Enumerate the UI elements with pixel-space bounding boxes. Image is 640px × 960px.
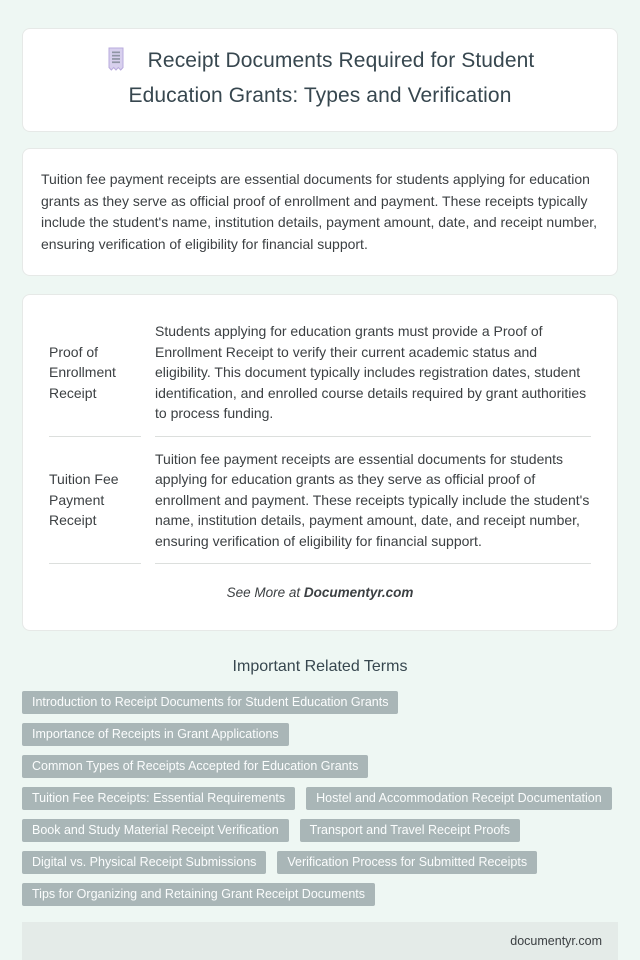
title-card — [22, 28, 618, 132]
related-terms-list — [22, 691, 618, 906]
related-term-tag[interactable]: Tuition Fee Receipts: Essential Requirements — [22, 787, 295, 810]
table-row-term: Proof of Enrollment Receipt — [49, 309, 141, 437]
related-term-tag[interactable]: Verification Process for Submitted Receipts — [277, 851, 537, 874]
definition-table — [49, 309, 591, 564]
page-title — [59, 46, 581, 111]
page-title-text: Receipt Documents Required for Student Education Grants: Types and Verification — [128, 49, 535, 107]
related-term-tag[interactable]: Importance of Receipts in Grant Applications — [22, 723, 289, 746]
definition-table-card — [22, 294, 618, 631]
footer-bar — [22, 922, 618, 960]
table-row-description: Students applying for education grants must provide a Proof of Enrollment Receipt to verify their current academic status and eligibility. This document typically includes registration dates, student identification, and enrolled course details required by grant authorities to process funding. — [155, 309, 591, 437]
intro-card — [22, 148, 618, 276]
related-term-tag[interactable]: Transport and Travel Receipt Proofs — [300, 819, 520, 842]
see-more-line — [49, 585, 591, 600]
related-terms-heading: Important Related Terms — [232, 658, 408, 675]
related-term-tag[interactable]: Digital vs. Physical Receipt Submissions — [22, 851, 266, 874]
receipt-icon — [106, 46, 126, 81]
table-row-description: Tuition fee payment receipts are essential documents for students applying for education grants as they serve as official proof of enrollment and payment. These receipts typically include the student's name, institution details, payment amount, date, and receipt number, ensuring verification of eligibility for financial support. — [155, 437, 591, 565]
related-term-tag[interactable]: Tips for Organizing and Retaining Grant Receipt Documents — [22, 883, 375, 906]
footer-site-link[interactable]: documentyr.com — [510, 934, 602, 948]
intro-paragraph: Tuition fee payment receipts are essential documents for students applying for education grants as they serve as official proof of enrollment and payment. These receipts typically include the student's name, institution details, payment amount, date, and receipt number, ensuring verification of eligibility for financial support. — [41, 171, 598, 252]
see-more-brand-link[interactable]: Documentyr.com — [303, 585, 414, 600]
related-term-tag[interactable]: Book and Study Material Receipt Verification — [22, 819, 289, 842]
see-more-prefix: See More at — [226, 585, 304, 600]
related-term-tag[interactable]: Common Types of Receipts Accepted for Education Grants — [22, 755, 368, 778]
related-term-tag[interactable]: Introduction to Receipt Documents for Student Education Grants — [22, 691, 398, 714]
table-row-term: Tuition Fee Payment Receipt — [49, 437, 141, 565]
related-term-tag[interactable]: Hostel and Accommodation Receipt Documentation — [306, 787, 612, 810]
